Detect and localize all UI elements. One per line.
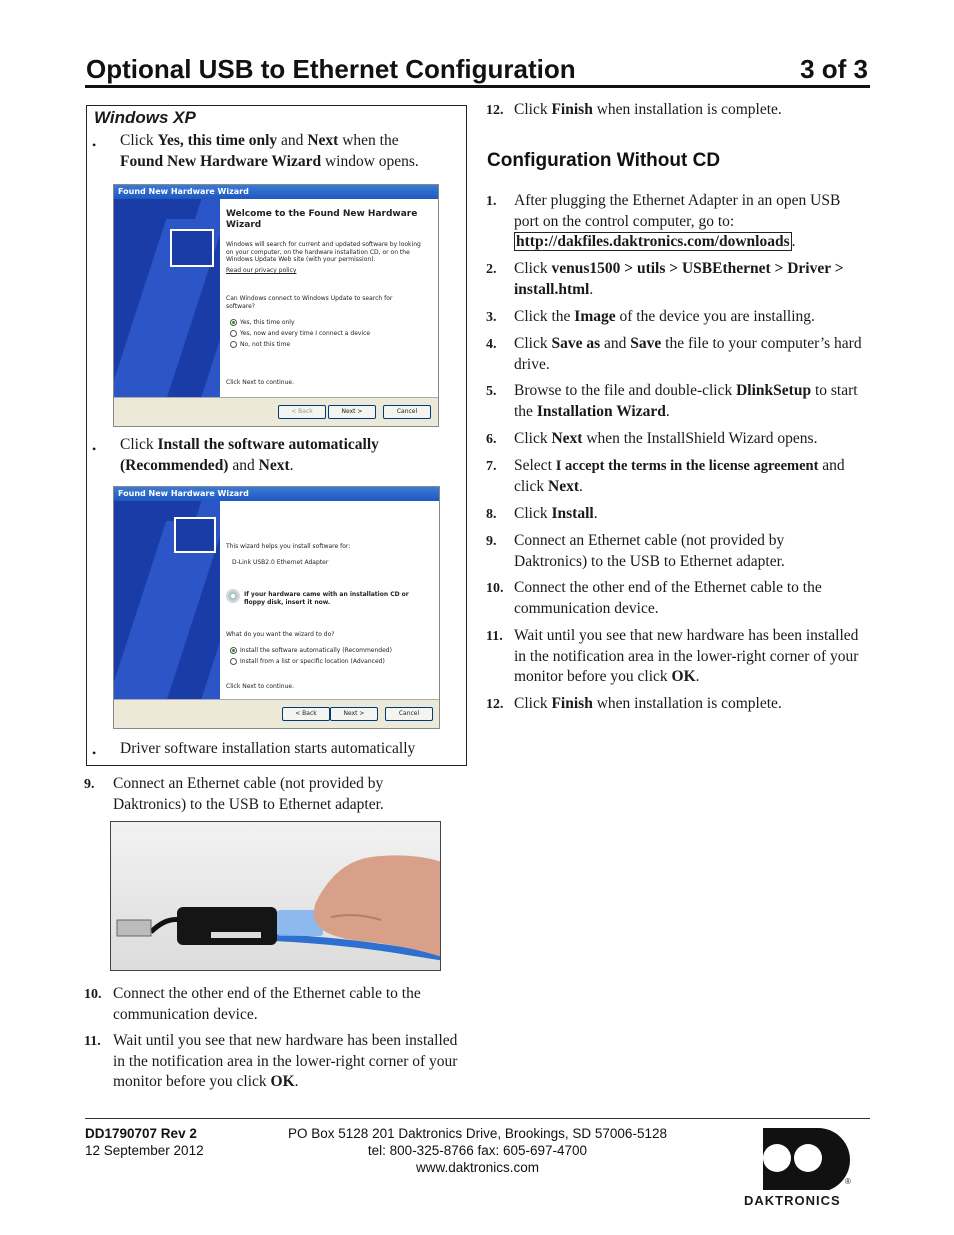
step-number: 8. <box>486 507 497 522</box>
footer-rule <box>85 1118 870 1119</box>
step-number: 2. <box>486 262 497 277</box>
page-title: Optional USB to Ethernet Configuration <box>86 54 576 84</box>
wizard-side-graphic <box>114 501 220 700</box>
wizard-title-bar: Found New Hardware Wizard <box>114 487 439 501</box>
step-number: 7. <box>486 459 497 474</box>
right-step-4: Click Save as and Save the file to your computer’s hard drive. <box>514 335 862 373</box>
wizard-body <box>222 501 439 700</box>
downloads-link[interactable]: http://dakfiles.daktronics.com/downloads <box>516 233 790 250</box>
step-number: 11. <box>486 629 503 644</box>
step-number: 3. <box>486 310 497 325</box>
daktronics-wordmark: DAKTRONICS <box>744 1193 841 1208</box>
radio-yes-this-time[interactable]: Yes, this time only <box>230 319 295 326</box>
bullet-icon: • <box>92 746 97 760</box>
right-step-10: Connect the other end of the Ethernet cable to the communication device. <box>514 579 822 617</box>
radio-install-list[interactable]: Install from a list or specific location (Advanced) <box>230 658 385 665</box>
right-step-5: Browse to the file and double-click DlinkSetup to start the Installation Wizard. <box>514 382 858 420</box>
step-number: 6. <box>486 432 497 447</box>
right-step-3: Click the Image of the device you are installing. <box>514 308 815 325</box>
right-step-9: Connect an Ethernet cable (not provided by Daktronics) to the USB to Ethernet adapter. <box>514 532 785 570</box>
back-button[interactable]: < Back <box>278 405 326 419</box>
hardware-icon <box>174 517 216 553</box>
bullet-icon: • <box>92 138 97 152</box>
usb-cable <box>151 920 181 933</box>
step-number: 10. <box>486 581 504 596</box>
radio-install-auto[interactable]: Install the software automatically (Recommended) <box>230 647 392 654</box>
radio-no[interactable]: No, not this time <box>230 341 290 348</box>
privacy-link[interactable]: Read our privacy policy <box>226 267 297 274</box>
xp-step-2: Click Install the software automatically (Recommended) and Next. <box>120 436 379 474</box>
footer-phone: tel: 800-325-8766 fax: 605-697-4700 <box>367 1143 588 1158</box>
windows-xp-heading: Windows XP <box>94 108 196 127</box>
daktronics-logo-mark <box>763 1128 858 1190</box>
right-step-6: Click Next when the InstallShield Wizard opens. <box>514 430 818 447</box>
registered-mark: ® <box>845 1177 851 1186</box>
step-number: 10. <box>84 987 102 1002</box>
left-step-9: Connect an Ethernet cable (not provided by Daktronics) to the USB to Ethernet adapter. <box>113 775 384 813</box>
cd-instruction: If your hardware came with an installation CD or floppy disk, insert it now. <box>244 591 409 606</box>
right-step-12-top: Click Finish when installation is complete. <box>514 101 782 118</box>
wizard-body <box>222 199 438 398</box>
wizard-text: Windows will search for current and updated software by looking on your computer, on the hardware installation CD, or on the Windows Update Web site (with your permission). <box>226 241 421 263</box>
step-number: 9. <box>84 777 95 792</box>
bullet-icon: • <box>92 442 97 456</box>
adapter-photo <box>110 821 441 971</box>
right-step-8: Click Install. <box>514 505 598 522</box>
step-number: 11. <box>84 1034 101 1049</box>
section-heading: Configuration Without CD <box>487 150 721 171</box>
document-date: 12 September 2012 <box>85 1143 204 1158</box>
left-step-11: Wait until you see that new hardware has been installed in the notification area in the lower-right corner of your monitor before you click OK. <box>113 1032 458 1090</box>
wizard-question: Can Windows connect to Windows Update to search for software? <box>226 295 393 310</box>
right-step-12: Click Finish when installation is complete. <box>514 695 782 712</box>
page-number: 3 of 3 <box>800 54 868 84</box>
cancel-button[interactable]: Cancel <box>385 707 433 721</box>
wizard-continue-text: Click Next to continue. <box>226 379 295 386</box>
step-number: 12. <box>486 697 504 712</box>
cd-icon <box>226 589 240 603</box>
wizard-text: This wizard helps you install software for: <box>226 543 351 550</box>
document-number: DD1790707 Rev 2 <box>85 1126 197 1141</box>
footer-website: www.daktronics.com <box>415 1160 540 1175</box>
step-number: 1. <box>486 194 497 209</box>
next-button[interactable]: Next > <box>328 405 376 419</box>
adapter-body <box>177 907 277 945</box>
daktronics-logo <box>763 1128 858 1190</box>
wizard-screenshot-2 <box>113 486 440 729</box>
cancel-button[interactable]: Cancel <box>383 405 431 419</box>
right-step-7: Select I accept the terms in the license agreement and click Next. <box>514 457 845 495</box>
footer-address: PO Box 5128 201 Daktronics Drive, Brookings, SD 57006-5128 <box>288 1126 667 1141</box>
hardware-icon <box>170 229 214 267</box>
wizard-side-graphic <box>114 199 220 398</box>
adapter-photo-graphic <box>111 822 441 971</box>
header-rule <box>85 85 870 88</box>
usb-plug <box>117 920 151 936</box>
right-step-11: Wait until you see that new hardware has been installed in the notification area in the lower-right corner of your monitor before you click OK. <box>514 627 859 685</box>
right-step-1: After plugging the Ethernet Adapter in an open USB port on the control computer, go to: http://dakfiles.daktronics.com/downloads . <box>514 192 841 250</box>
wizard-screenshot-1 <box>113 184 439 427</box>
step-number: 4. <box>486 337 497 352</box>
back-button[interactable]: < Back <box>282 707 330 721</box>
left-step-10: Connect the other end of the Ethernet cable to the communication device. <box>113 985 421 1023</box>
wizard-footer <box>114 397 438 426</box>
step-number: 5. <box>486 384 497 399</box>
xp-step-1: Click Yes, this time only and Next when the Found New Hardware Wizard window opens. <box>120 132 419 170</box>
step-number: 12. <box>486 103 504 118</box>
wizard-heading: Welcome to the Found New Hardware Wizard <box>226 209 418 230</box>
right-step-2: Click venus1500 > utils > USBEthernet > Driver > install.html. <box>514 260 844 298</box>
wizard-title-bar: Found New Hardware Wizard <box>114 185 438 199</box>
wizard-footer <box>114 699 439 728</box>
radio-yes-every-time[interactable]: Yes, now and every time I connect a device <box>230 330 370 337</box>
device-name: D-Link USB2.0 Ethernet Adapter <box>232 559 329 566</box>
wizard-continue-text: Click Next to continue. <box>226 683 295 690</box>
wizard-question: What do you want the wizard to do? <box>226 631 335 638</box>
next-button[interactable]: Next > <box>330 707 378 721</box>
step-number: 9. <box>486 534 497 549</box>
adapter-label <box>211 932 261 938</box>
xp-step-3: Driver software installation starts automatically <box>120 740 416 757</box>
